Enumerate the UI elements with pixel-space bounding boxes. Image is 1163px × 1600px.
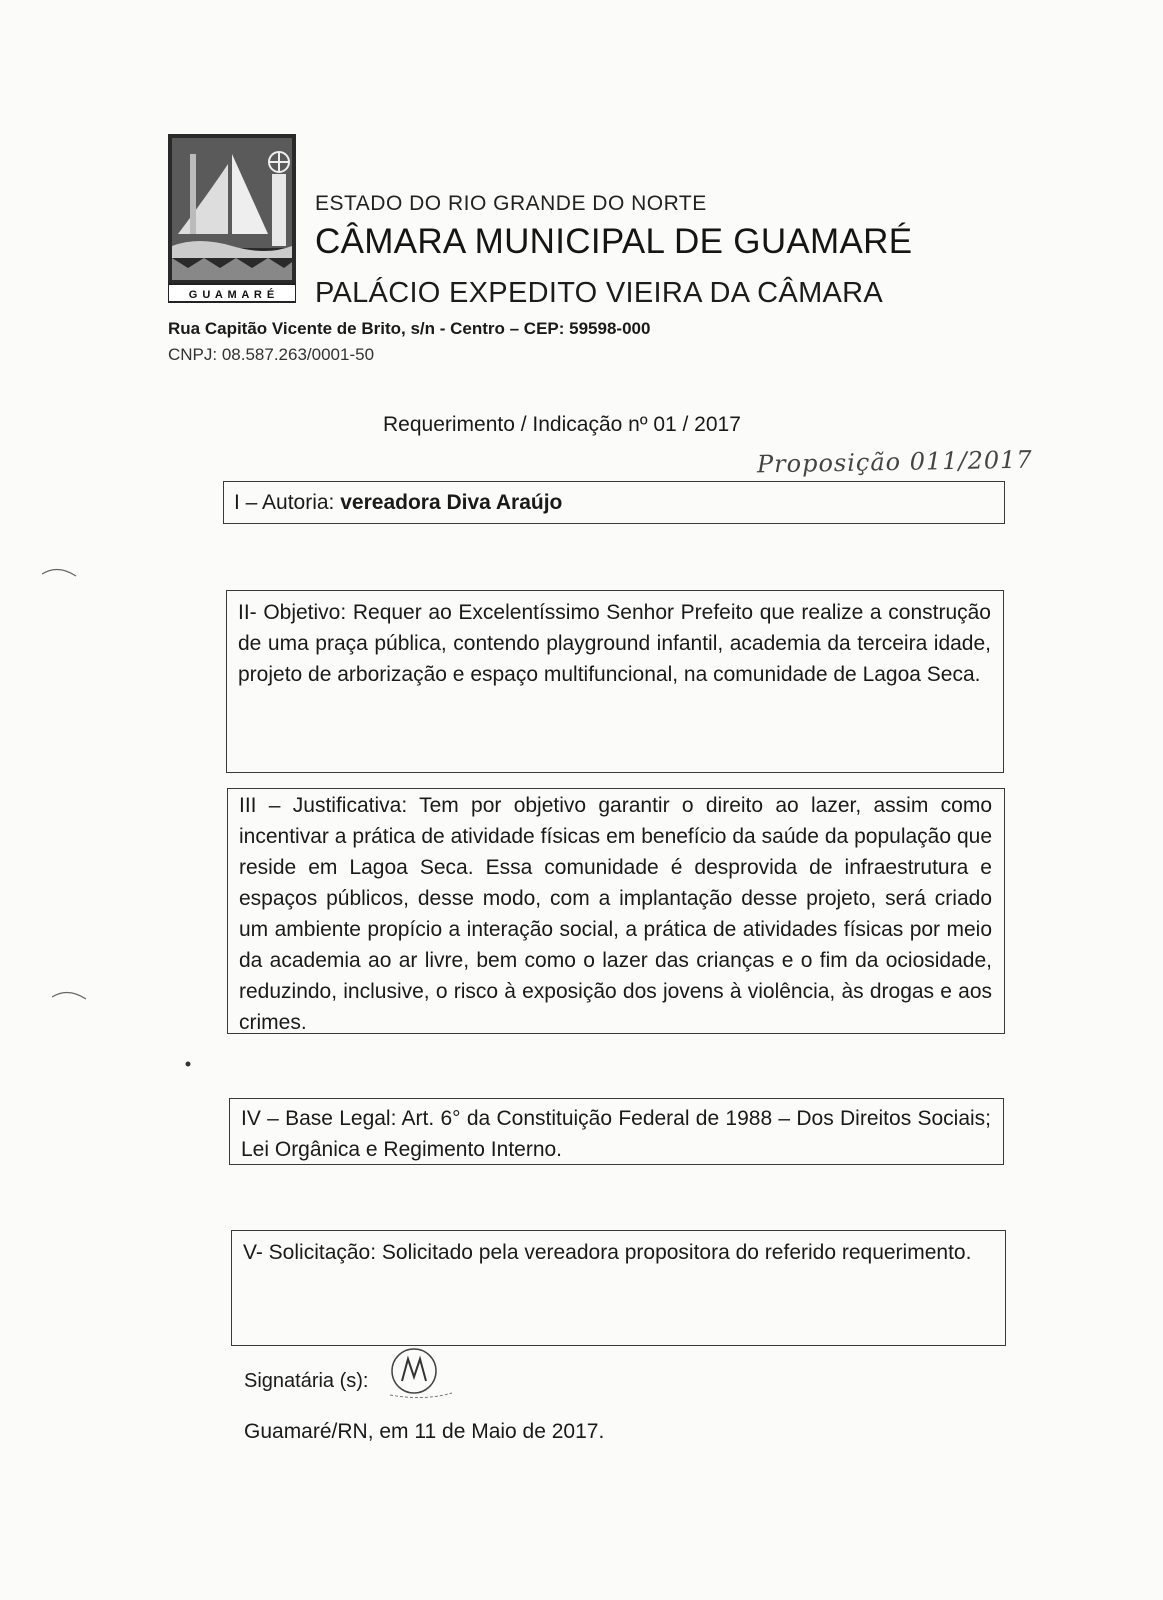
section-objetivo (226, 590, 1004, 773)
signature-mark (384, 1345, 454, 1405)
logo-text: G U A M A R É (188, 289, 276, 301)
place-date: Guamaré/RN, em 11 de Maio de 2017. (244, 1420, 605, 1443)
autoria-line (234, 491, 562, 515)
chamber-heading: CÂMARA MUNICIPAL DE GUAMARÉ (315, 222, 913, 261)
document-title: Requerimento / Indicação nº 01 / 2017 (383, 413, 741, 436)
section-autoria (223, 481, 1005, 524)
justificativa-text: III – Justificativa: Tem por objetivo garantir o direito ao lazer, assim como incentivar a prática de atividade físicas em benefício da saúde da população que reside em Lagoa Seca. Essa comunidade é desprovida de infraestrutura e espaços públicos, desse modo, com a implantação desse projeto, será criado um ambiente propício a interação social, a prática de atividades físicas por meio da academia ao ar livre, bem como o lazer das crianças e o fim da ociosidade, reduzindo, inclusive, o risco à exposição dos jovens à violência, às drogas e aos crimes. (239, 794, 992, 1034)
autoria-value: vereadora Diva Araújo (340, 491, 563, 514)
scan-mark (50, 985, 90, 1005)
base-legal-text: IV – Base Legal: Art. 6° da Constituição Federal de 1988 – Dos Direitos Sociais; Lei Orgânica e Regimento Interno. (241, 1107, 991, 1161)
scan-mark (40, 560, 80, 580)
state-heading: ESTADO DO RIO GRANDE DO NORTE (315, 192, 707, 215)
scan-dot (184, 1060, 192, 1068)
section-solicitacao (231, 1230, 1006, 1346)
cnpj: CNPJ: 08.587.263/0001-50 (168, 345, 375, 364)
objetivo-text: II- Objetivo: Requer ao Excelentíssimo Senhor Prefeito que realize a construção de uma praça pública, contendo playground infantil, academia da terceira idade, projeto de arborização e espaço multifuncional, na comunidade de Lagoa Seca. (238, 601, 991, 686)
signatory-label: Signatária (s): (244, 1370, 369, 1392)
handwritten-note: Proposição 011/2017 (756, 445, 1033, 479)
autoria-label: I – Autoria: (234, 491, 341, 514)
chamber-logo (168, 134, 296, 304)
section-base-legal (229, 1098, 1004, 1165)
section-justificativa (227, 788, 1005, 1034)
address: Rua Capitão Vicente de Brito, s/n - Centro – CEP: 59598-000 (168, 319, 651, 338)
solicitacao-text: V- Solicitação: Solicitado pela vereadora propositora do referido requerimento. (243, 1241, 972, 1264)
palace-heading: PALÁCIO EXPEDITO VIEIRA DA CÂMARA (315, 277, 884, 309)
